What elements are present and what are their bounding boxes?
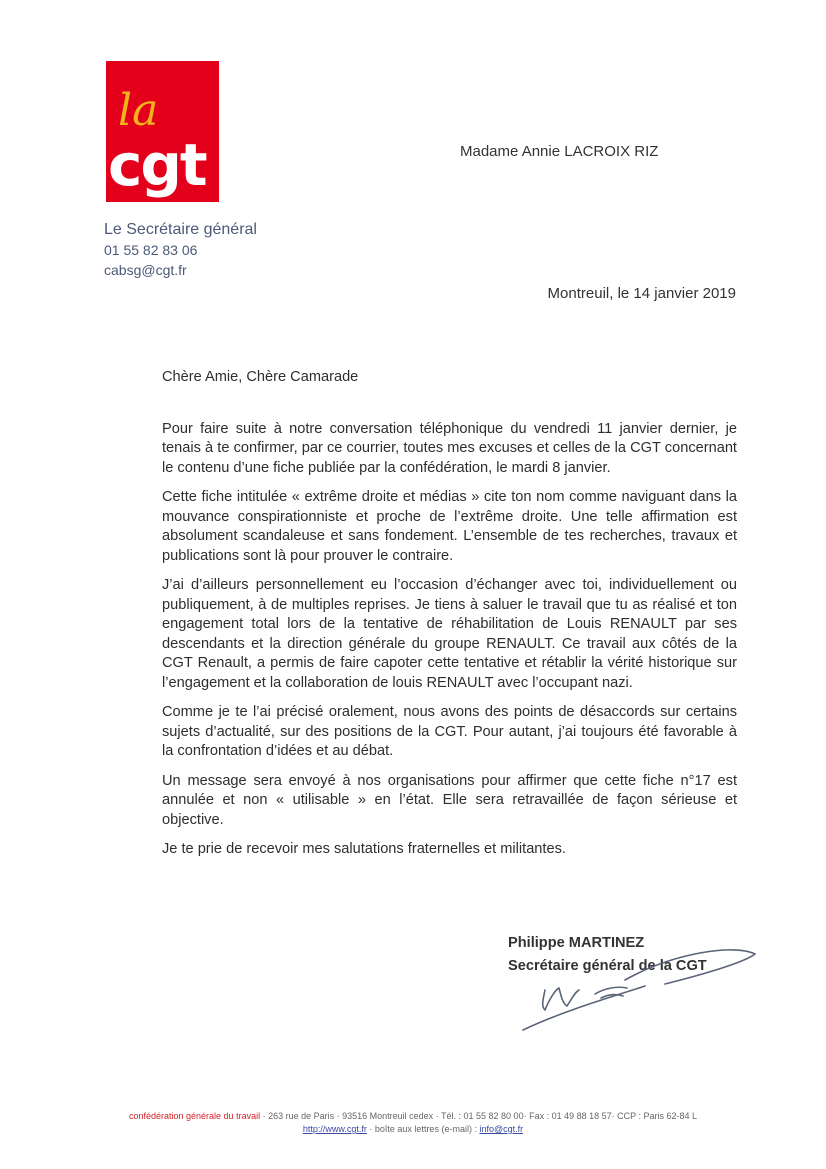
paragraph-1: Pour faire suite à notre conversation téléphonique du vendredi 11 janvier dernier, je tenais à te confirmer, par ce courrier, toutes mes excuses et celles de la CGT concernant le contenu d’une fiche publiée par la confédération, le mardi 8 janvier.: [162, 420, 737, 476]
sender-title: Le Secrétaire général: [104, 221, 257, 238]
salutation: Chère Amie, Chère Camarade: [162, 369, 359, 385]
paragraph-5: Un message sera envoyé à nos organisations pour affirmer que cette fiche n°17 est annulée et non « utilisable » en l’état. Elle sera retravaillée de façon sérieuse et objective.: [162, 772, 737, 828]
logo-letters: cgt: [108, 131, 206, 199]
cgt-logo: [106, 61, 219, 202]
sender-email: cabsg@cgt.fr: [104, 262, 187, 278]
cgt-logo-graphic: [106, 61, 219, 202]
signatory-role: Secrétaire général de la CGT: [508, 958, 707, 974]
paragraph-4: Comme je te l’ai précisé oralement, nous avons des points de désaccords sur certains sujets d’actualité, sur des positions de la CGT. Pour autant, j’ai toujours été favorable à la confrontation d’idées et au débat.: [162, 704, 737, 759]
sender-phone: 01 55 82 83 06: [104, 242, 198, 258]
footer-contact-line: [0, 1123, 826, 1136]
letter-body: [162, 368, 737, 870]
footer-address: · 263 rue de Paris · 93516 Montreuil cedex · Tél. : 01 55 82 80 00· Fax : 01 49 88 18 57· CCP : Paris 62-84 L: [260, 1111, 697, 1121]
footer-org: confédération générale du travail: [128, 1111, 261, 1121]
paragraph-3: J’ai d’ailleurs personnellement eu l’occasion d’échanger avec toi, individuellement ou publiquement, à de multiples reprises. Je tiens à saluer le travail que tu as réalisé et ton engagement total lors de la tentative de réhabilitation de Louis RENAULT par ses descendants et la direction générale du groupe RENAULT. Ce travail aux côtés de la CGT Renault, a permis de faire capoter cette tentative et rétablir la vérité historique sur l’engagement et la collaboration de louis RENAULT avec l’occupant nazi.: [162, 577, 737, 691]
handwritten-signature: [505, 940, 765, 1040]
paragraph-6: Je te prie de recevoir mes salutations fraternelles et militantes.: [162, 841, 566, 857]
footer-address-line: [0, 1110, 826, 1123]
footer-mailbox-label: · boîte aux lettres (e-mail) :: [366, 1124, 480, 1134]
date-line: Montreuil, le 14 janvier 2019: [547, 285, 736, 302]
footer-email-link[interactable]: info@cgt.fr: [479, 1124, 524, 1134]
logo-script: la: [118, 85, 159, 136]
paragraph-2: Cette fiche intitulée « extrême droite et médias » cite ton nom comme naviguant dans la mouvance conspirationniste et proche de l’extrême droite. Une telle affirmation est absolument scandaleuse et sans fondement. L’ensemble de tes recherches, travaux et publications sont là pour prouver le contraire.: [162, 489, 737, 564]
recipient-name: Madame Annie LACROIX RIZ: [460, 143, 659, 160]
footer: [0, 1110, 826, 1136]
sender-block: [104, 220, 257, 280]
signatory-name: Philippe MARTINEZ: [508, 935, 645, 951]
footer-website-link[interactable]: http://www.cgt.fr: [302, 1124, 367, 1134]
